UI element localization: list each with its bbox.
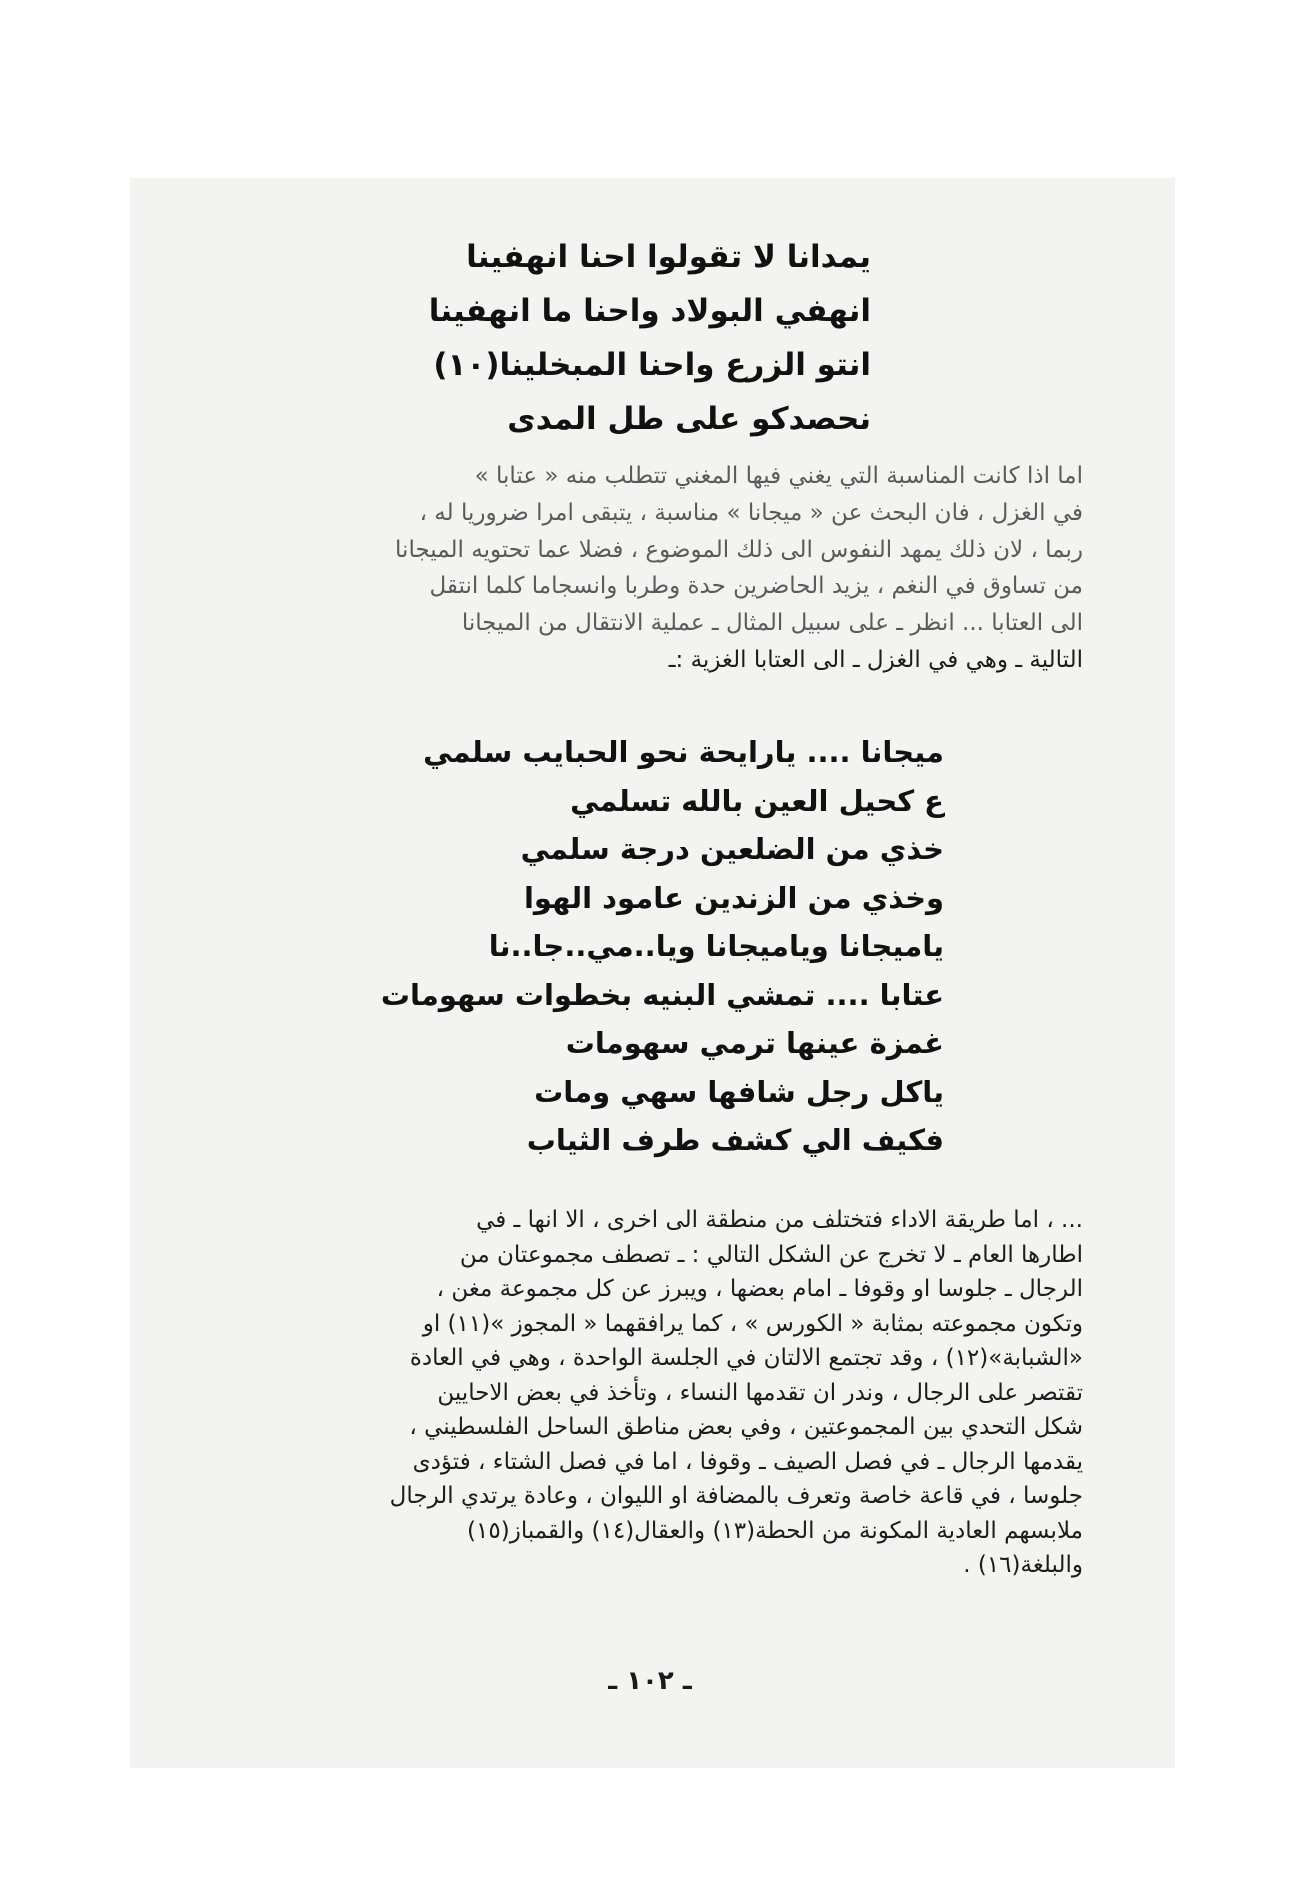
verse-line: ع كحيل العين بالله تسلمي bbox=[570, 783, 944, 818]
verse-line: ياميجانا وياميجانا ويا..مي..جا..نا bbox=[488, 929, 944, 963]
paragraph-line: اطارها العام ـ لا تخرج عن الشكل التالي : ـ تصطف مجموعتان من bbox=[459, 1241, 1083, 1268]
verse-block-2 bbox=[364, 728, 944, 1165]
verse-line: خذي من الضلعين درجة سلمي bbox=[520, 832, 944, 866]
paragraph-line: «الشبابة»(١٢) ، وقد تجتمع الالتان في الجلسة الواحدة ، وهي في العادة bbox=[409, 1345, 1083, 1371]
verse-line: ياكل رجل شافها سهي ومات bbox=[534, 1074, 944, 1109]
paragraph-line: يقدمها الرجال ـ في فصل الصيف ـ وقوفا ، اما في فصل الشتاء ، فتؤدى bbox=[412, 1448, 1083, 1475]
paragraph-line: ... ، اما طريقة الاداء فتختلف من منطقة الى اخرى ، الا انها ـ في bbox=[476, 1207, 1083, 1233]
paragraph-line: من تساوق في النغم ، يزيد الحاضرين حدة وطربا وانسجاما كلما انتقل bbox=[429, 573, 1083, 600]
page-number: ـ ١٠٢ ـ bbox=[608, 1666, 692, 1696]
paragraph-line: ملابسهم العادية المكونة من الحطة(١٣) والعقال(١٤) والقمباز(١٥) bbox=[467, 1517, 1083, 1544]
verse-line: ميجانا .... يارايحة نحو الحبايب سلمي bbox=[423, 735, 944, 769]
paragraph-1 bbox=[203, 458, 1083, 679]
verse-line: يمدانا لا تقولوا احنا انهفينا bbox=[466, 239, 871, 275]
verse-line: فكيف الي كشف طرف الثياب bbox=[526, 1123, 944, 1157]
paragraph-line: الرجال ـ جلوسا او وقوفا ـ امام بعضها ، ويبرز عن كل مجموعة مغن ، bbox=[436, 1276, 1083, 1302]
paragraph-2 bbox=[203, 1203, 1083, 1583]
verse-line: وخذي من الزندين عامود الهوا bbox=[523, 880, 944, 915]
paragraph-line: ربما ، لان ذلك يمهد النفوس الى ذلك الموضوع ، فضلا عما تحتويه الميجانا bbox=[395, 536, 1083, 563]
verse-line: انهفي البولاد واحنا ما انهفينا bbox=[428, 293, 871, 329]
paragraph-line: الى العتابا ... انظر ـ على سبيل المثال ـ عملية الانتقال من الميجانا bbox=[461, 610, 1083, 637]
paragraph-line: التالية ـ وهي في الغزل ـ الى العتابا الغزية :ـ bbox=[668, 646, 1083, 673]
paragraph-line: والبلغة(١٦) . bbox=[963, 1552, 1083, 1578]
verse-line: نحصدكو على طل المدى bbox=[507, 401, 871, 437]
paragraph-line: شكل التحدي بين المجموعتين ، وفي بعض مناطق الساحل الفلسطيني ، bbox=[409, 1414, 1083, 1440]
paragraph-line: تقتصر على الرجال ، وندر ان تقدمها النساء ، وتأخذ في بعض الاحايين bbox=[437, 1379, 1083, 1406]
verse-line: غمزة عينها ترمي سهومات bbox=[565, 1026, 944, 1060]
verse-line: انتو الزرع واحنا المبخلينا(١٠) bbox=[433, 347, 871, 383]
paragraph-line: جلوسا ، في قاعة خاصة وتعرف بالمضافة او الليوان ، وعادة يرتدي الرجال bbox=[389, 1483, 1083, 1509]
paragraph-line: في الغزل ، فان البحث عن « ميجانا » مناسبة ، يتبقى امرا ضروريا له ، bbox=[419, 499, 1083, 526]
verse-line: عتابا .... تمشي البنيه بخطوات سهومات bbox=[380, 977, 944, 1012]
verse-block-1 bbox=[428, 230, 871, 446]
paragraph-line: وتكون مجموعته بمثابة « الكورس » ، كما يرافقهما « المجوز »(١١) او bbox=[422, 1310, 1083, 1337]
paragraph-line: اما اذا كانت المناسبة التي يغني فيها المغني تتطلب منه « عتابا » bbox=[474, 463, 1083, 489]
